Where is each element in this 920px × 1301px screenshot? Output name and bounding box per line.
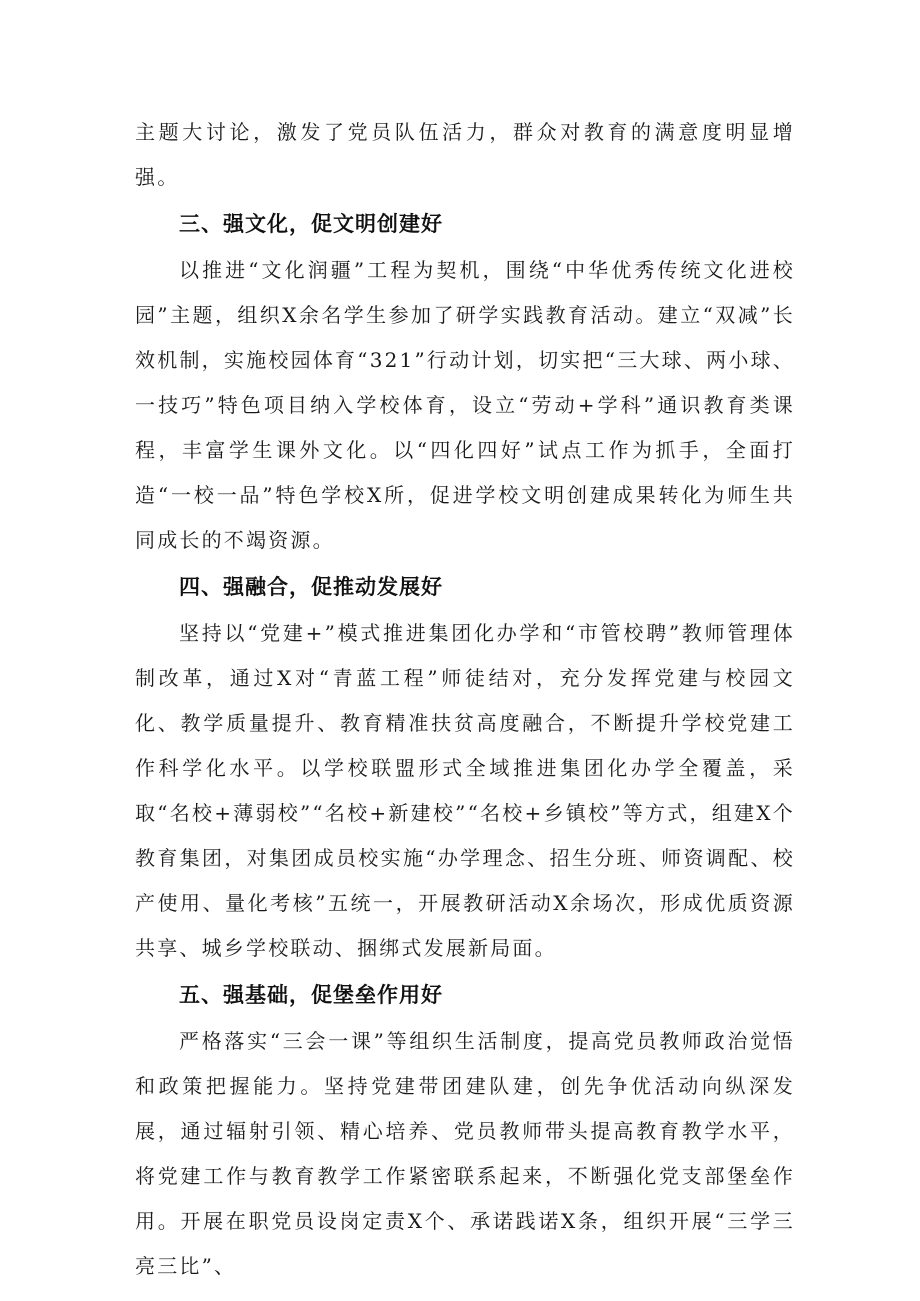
section-heading-4: 四、强融合，促推动发展好 <box>179 575 443 599</box>
paragraph-section-4: 坚持以“党建+”模式推进集团化办学和“市管校聘”教师管理体制改革，通过X对“青蓝工程”师徒结对，充分发挥党建与校园文化、教学质量提升、教育精准扶贫高度融合，不断提升学校党建工作科学化水平。以学校联盟形式全域推进集团化办学全覆盖，采取“名校+薄弱校”“名校+新建校”“名校+乡镇校”等方式，组建X个教育集团，对集团成员校实施“办学理念、招生分班、师资调配、校产使用、量化考核”五统一，开展教研活动X余场次，形成优质资源共享、城乡学校联动、捆绑式发展新局面。 <box>135 621 795 960</box>
document-body <box>135 110 795 1289</box>
paragraph-continued: 主题大讨论，激发了党员队伍活力，群众对教育的满意度明显增强。 <box>135 120 795 189</box>
paragraph-section-3: 以推进“文化润疆”工程为契机，围绕“中华优秀传统文化进校园”主题，组织X余名学生参加了研学实践教育活动。建立“双减”长效机制，实施校园体育“321”行动计划，切实把“三大球、两小球、一技巧”特色项目纳入学校体育，设立“劳动+学科”通识教育类课程，丰富学生课外文化。以“四化四好”试点工作为抓手，全面打造“一校一品”特色学校X所，促进学校文明创建成果转化为师生共同成长的不竭资源。 <box>135 258 795 552</box>
section-heading-5: 五、强基础，促堡垒作用好 <box>179 983 443 1007</box>
paragraph-section-5: 严格落实“三会一课”等组织生活制度，提高党员教师政治觉悟和政策把握能力。坚持党建带团建队建，创先争优活动向纵深发展，通过辐射引领、精心培养、党员教师带头提高教育教学水平，将党建工作与教育教学工作紧密联系起来，不断强化党支部堡垒作用。开展在职党员设岗定责X个、承诺践诺X条，组织开展“三学三亮三比”、 <box>135 1029 795 1278</box>
section-heading-3: 三、强文化，促文明创建好 <box>179 212 443 236</box>
